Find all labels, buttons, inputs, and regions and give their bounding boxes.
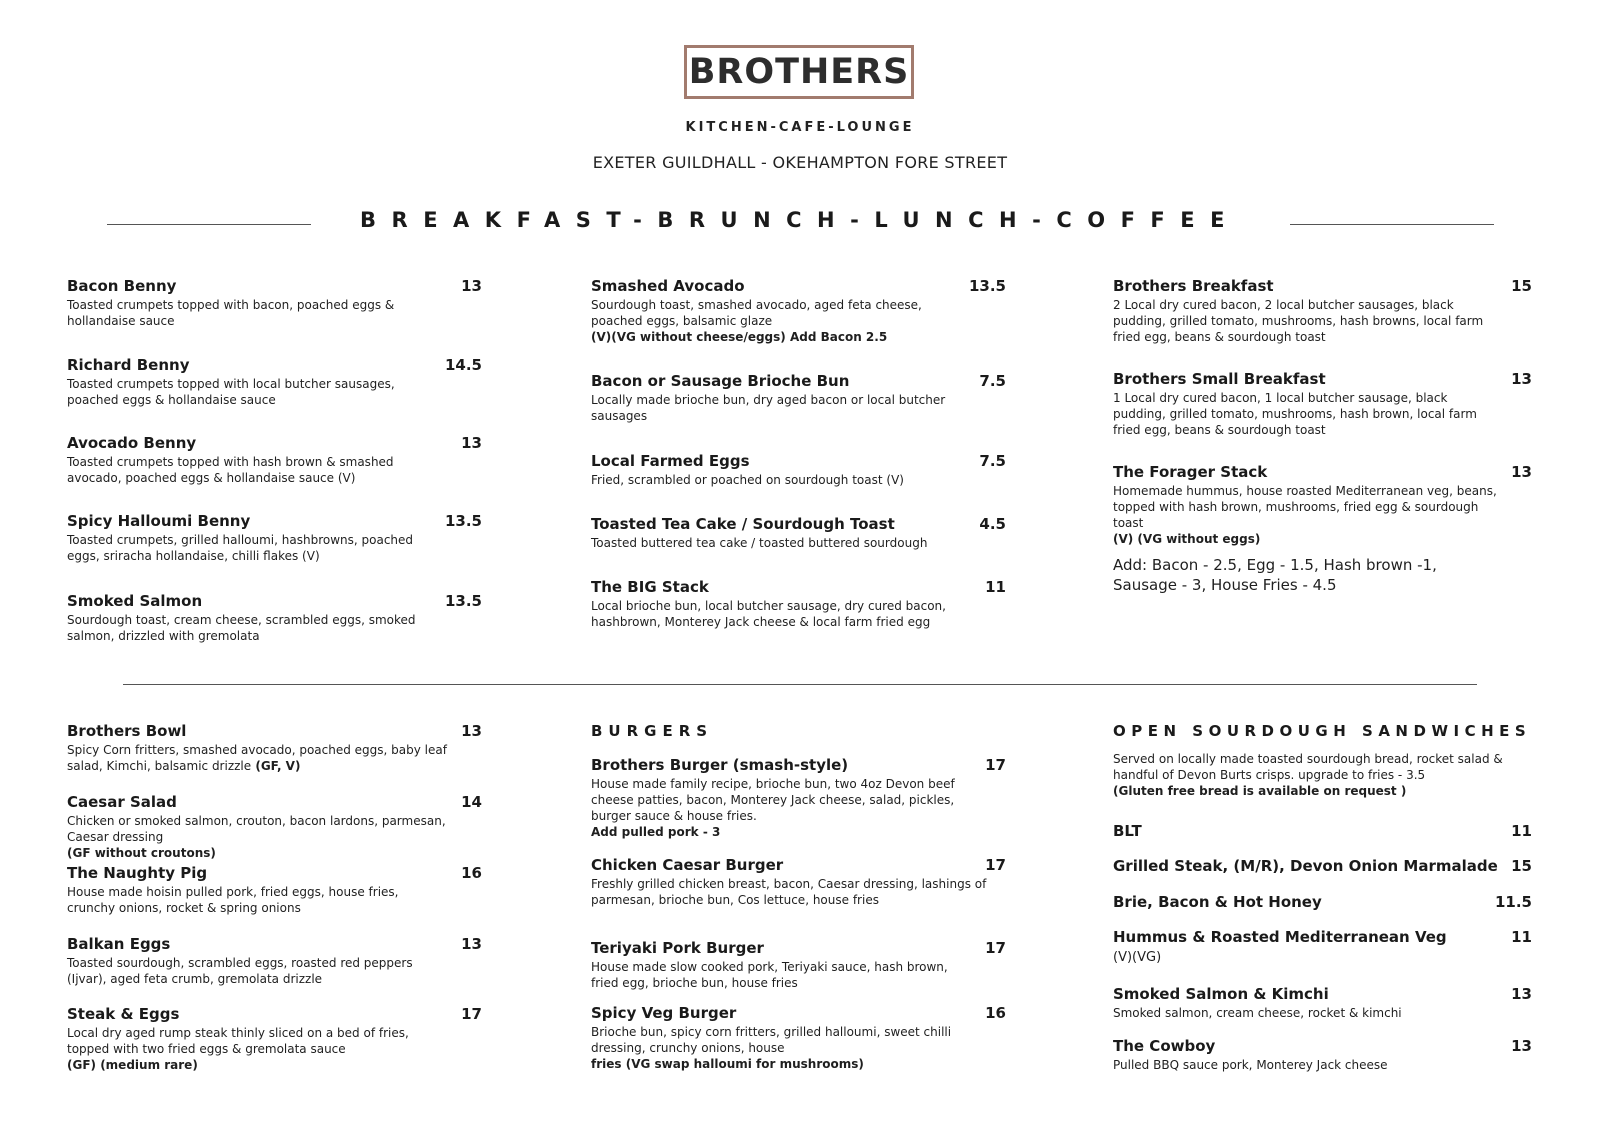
- menu-item: [1113, 1037, 1503, 1073]
- item-price: 13: [461, 935, 482, 953]
- item-name: Brie, Bacon & Hot Honey: [1113, 893, 1322, 911]
- item-name: The Forager Stack: [1113, 463, 1268, 481]
- item-price: 11: [985, 578, 1006, 596]
- item-price: 7.5: [979, 372, 1006, 390]
- item-addon: [591, 824, 971, 840]
- item-name: Avocado Benny: [67, 434, 197, 452]
- item-name: Steak & Eggs: [67, 1005, 180, 1023]
- item-price: 11.5: [1494, 893, 1532, 911]
- item-name: Richard Benny: [67, 356, 190, 374]
- item-price: 15: [1511, 277, 1532, 295]
- item-desc-text: Spicy Corn fritters, smashed avocado, poached eggs, baby leaf salad, Kimchi, balsamic drizzle: [67, 743, 447, 773]
- item-price: 17: [985, 756, 1006, 774]
- item-name: Smashed Avocado: [591, 277, 745, 295]
- sandwiches-note-text: Served on locally made toasted sourdough bread, rocket salad & handful of Devon Burts crisps. upgrade to fries - 3.5: [1113, 752, 1503, 782]
- menu-item: [67, 356, 447, 408]
- item-desc: Chicken or smoked salmon, crouton, bacon lardons, parmesan, Caesar dressing: [67, 814, 446, 844]
- menu-item: [1113, 463, 1503, 547]
- item-desc: [67, 742, 447, 774]
- menu-item: [1113, 857, 1498, 875]
- item-name: Grilled Steak, (M/R), Devon Onion Marmalade: [1113, 857, 1498, 875]
- item-price: 17: [985, 856, 1006, 874]
- menu-item: [591, 1004, 981, 1072]
- item-price: 11: [1511, 822, 1532, 840]
- menu-item: [591, 277, 971, 345]
- item-dietary-text: (GF) (medium rare): [67, 1058, 198, 1072]
- section-divider: [123, 684, 1477, 685]
- item-desc: Sourdough toast, smashed avocado, aged feta cheese, poached eggs, balsamic glaze: [591, 298, 922, 328]
- item-desc: House made hoisin pulled pork, fried eggs, house fries, crunchy onions, rocket & spring onions: [67, 885, 399, 915]
- item-desc: Homemade hummus, house roasted Mediterranean veg, beans, topped with hash brown, mushrooms, fried egg & sourdough toast: [1113, 484, 1497, 530]
- item-name: Local Farmed Eggs: [591, 452, 750, 470]
- item-dietary-text: fries (VG swap halloumi for mushrooms): [591, 1057, 864, 1071]
- item-name: Smoked Salmon: [67, 592, 203, 610]
- item-name: Brothers Bowl: [67, 722, 187, 740]
- item-price: 13: [461, 277, 482, 295]
- item-desc: Brioche bun, spicy corn fritters, grilled halloumi, sweet chilli dressing, crunchy onions, house: [591, 1025, 952, 1055]
- item-price: 13: [461, 434, 482, 452]
- item-dietary: [67, 845, 447, 861]
- item-desc: Toasted crumpets topped with hash brown & smashed avocado, poached eggs & hollandaise sauce (V): [67, 455, 394, 485]
- item-price: 14: [461, 793, 482, 811]
- item-desc: Freshly grilled chicken breast, bacon, Caesar dressing, lashings of parmesan, brioche bun, Cos lettuce, house fries: [591, 877, 987, 907]
- item-desc: Toasted buttered tea cake / toasted buttered sourdough: [591, 536, 928, 550]
- item-name: Spicy Veg Burger: [591, 1004, 737, 1022]
- item-price: 13: [1511, 1037, 1532, 1055]
- item-price: 13: [1511, 463, 1532, 481]
- item-desc: 2 Local dry cured bacon, 2 local butcher sausages, black pudding, grilled tomato, mushrooms, hash browns, local farm fried egg, beans & sourdough toast: [1113, 298, 1484, 344]
- item-price: 15: [1511, 857, 1532, 875]
- item-dietary: [591, 1056, 981, 1072]
- item-price: 13: [1511, 985, 1532, 1003]
- item-price: 14.5: [444, 356, 482, 374]
- item-desc: Toasted sourdough, scrambled eggs, roasted red peppers (Ijvar), aged feta crumb, gremolata drizzle: [67, 956, 413, 986]
- item-desc: Local brioche bun, local butcher sausage, dry cured bacon, hashbrown, Monterey Jack cheese & local farm fried egg: [591, 599, 946, 629]
- item-price: 7.5: [979, 452, 1006, 470]
- menu-item: [1113, 893, 1493, 911]
- item-price: 13: [1511, 370, 1532, 388]
- sandwiches-gf-note-text: (Gluten free bread is available on request ): [1113, 784, 1407, 798]
- banner-rule-right: [1290, 224, 1494, 225]
- item-name: The Naughty Pig: [67, 864, 208, 882]
- add-ons-line: Add: Bacon - 2.5, Egg - 1.5, Hash brown -1,: [1113, 556, 1437, 574]
- item-price: 13.5: [444, 512, 482, 530]
- menu-item: [591, 372, 971, 424]
- item-desc: Smoked salmon, cream cheese, rocket & kimchi: [1113, 1006, 1402, 1020]
- sandwiches-heading: OPEN SOURDOUGH SANDWICHES: [1113, 722, 1532, 740]
- item-desc: 1 Local dry cured bacon, 1 local butcher sausage, black pudding, grilled tomato, mushrooms, hash brown, local farm fried egg, beans & sourdough toast: [1113, 391, 1477, 437]
- menu-item: [591, 515, 991, 551]
- item-name: Brothers Burger (smash-style): [591, 756, 849, 774]
- item-dietary: [1113, 531, 1503, 547]
- menu-item: [67, 277, 447, 329]
- item-price: 13: [461, 722, 482, 740]
- item-name: Chicken Caesar Burger: [591, 856, 784, 874]
- sandwiches-gf-note: [1113, 783, 1523, 799]
- menu-item: [67, 722, 447, 774]
- burgers-heading: BURGERS: [591, 722, 714, 740]
- item-desc: Local dry aged rump steak thinly sliced on a bed of fries, topped with two fried eggs & gremolata sauce: [67, 1026, 409, 1056]
- menu-item: [67, 512, 447, 564]
- menu-item: [1113, 822, 1493, 840]
- item-price: 13.5: [968, 277, 1006, 295]
- menu-item: [67, 1005, 447, 1073]
- tagline: KITCHEN-CAFE-LOUNGE: [685, 120, 915, 135]
- menu-item: [67, 793, 447, 861]
- item-name: BLT: [1113, 822, 1142, 840]
- brothers-logo: [684, 45, 914, 99]
- add-ons: [1113, 555, 1513, 595]
- item-desc: Pulled BBQ sauce pork, Monterey Jack cheese: [1113, 1058, 1388, 1072]
- menu-item: [67, 864, 447, 916]
- item-name: The Cowboy: [1113, 1037, 1216, 1055]
- menu-item: [1113, 928, 1493, 966]
- menu-item: [591, 452, 971, 488]
- item-desc: Fried, scrambled or poached on sourdough toast (V): [591, 473, 904, 487]
- menu-item: [591, 939, 971, 991]
- item-price: 16: [461, 864, 482, 882]
- item-addon-text: Add pulled pork - 3: [591, 825, 721, 839]
- item-name: Hummus & Roasted Mediterranean Veg: [1113, 928, 1447, 946]
- item-price: 17: [985, 939, 1006, 957]
- item-name: Teriyaki Pork Burger: [591, 939, 764, 957]
- item-name: Caesar Salad: [67, 793, 177, 811]
- item-name: The BIG Stack: [591, 578, 709, 596]
- item-desc: Toasted crumpets topped with local butcher sausages, poached eggs & hollandaise sauce: [67, 377, 395, 407]
- menu-item: [1113, 370, 1503, 438]
- item-desc: Locally made brioche bun, dry aged bacon or local butcher sausages: [591, 393, 946, 423]
- item-desc: Toasted crumpets, grilled halloumi, hashbrowns, poached eggs, sriracha hollandaise, chilli flakes (V): [67, 533, 414, 563]
- logo-text: BROTHERS: [688, 52, 910, 92]
- locations: EXETER GUILDHALL - OKEHAMPTON FORE STREET: [592, 153, 1008, 172]
- item-dietary-text: (GF without croutons): [67, 846, 216, 860]
- item-desc: House made family recipe, brioche bun, two 4oz Devon beef cheese patties, bacon, Monterey Jack cheese, salad, pickles, burger sauce & house fries.: [591, 777, 955, 823]
- menu-item: [591, 856, 991, 908]
- menu-item: [1113, 985, 1503, 1021]
- item-name: Smoked Salmon & Kimchi: [1113, 985, 1329, 1003]
- item-dietary-text: (V) (VG without eggs): [1113, 532, 1261, 546]
- menu-item: [67, 592, 447, 644]
- menu-item: [591, 756, 971, 840]
- item-dietary-text: (GF, V): [251, 759, 301, 773]
- item-name: Bacon or Sausage Brioche Bun: [591, 372, 850, 390]
- item-name: Spicy Halloumi Benny: [67, 512, 251, 530]
- add-ons-line: Sausage - 3, House Fries - 4.5: [1113, 576, 1337, 594]
- item-dietary: [67, 1057, 447, 1073]
- item-name: Toasted Tea Cake / Sourdough Toast: [591, 515, 895, 533]
- item-name: Bacon Benny: [67, 277, 177, 295]
- menu-item: [67, 935, 447, 987]
- item-price: 11: [1511, 928, 1532, 946]
- item-dietary-text: (V)(VG without cheese/eggs) Add Bacon 2.5: [591, 330, 888, 344]
- item-desc: Toasted crumpets topped with bacon, poached eggs & hollandaise sauce: [67, 298, 395, 328]
- item-price: 16: [985, 1004, 1006, 1022]
- item-name: Brothers Small Breakfast: [1113, 370, 1326, 388]
- item-dietary: [591, 329, 971, 345]
- item-name: Balkan Eggs: [67, 935, 171, 953]
- item-price: 13.5: [444, 592, 482, 610]
- menu-item: [591, 578, 971, 630]
- item-desc: Sourdough toast, cream cheese, scrambled eggs, smoked salmon, drizzled with gremolata: [67, 613, 416, 643]
- menu-banner: BREAKFAST-BRUNCH-LUNCH-COFFEE: [360, 208, 1240, 232]
- item-name: Brothers Breakfast: [1113, 277, 1274, 295]
- item-price: 4.5: [979, 515, 1006, 533]
- item-desc: House made slow cooked pork, Teriyaki sauce, hash brown, fried egg, brioche bun, house fries: [591, 960, 948, 990]
- item-price: 17: [461, 1005, 482, 1023]
- menu-item: [1113, 277, 1503, 345]
- menu-item: [67, 434, 447, 486]
- item-desc: (V)(VG): [1113, 950, 1162, 965]
- sandwiches-note: [1113, 751, 1523, 799]
